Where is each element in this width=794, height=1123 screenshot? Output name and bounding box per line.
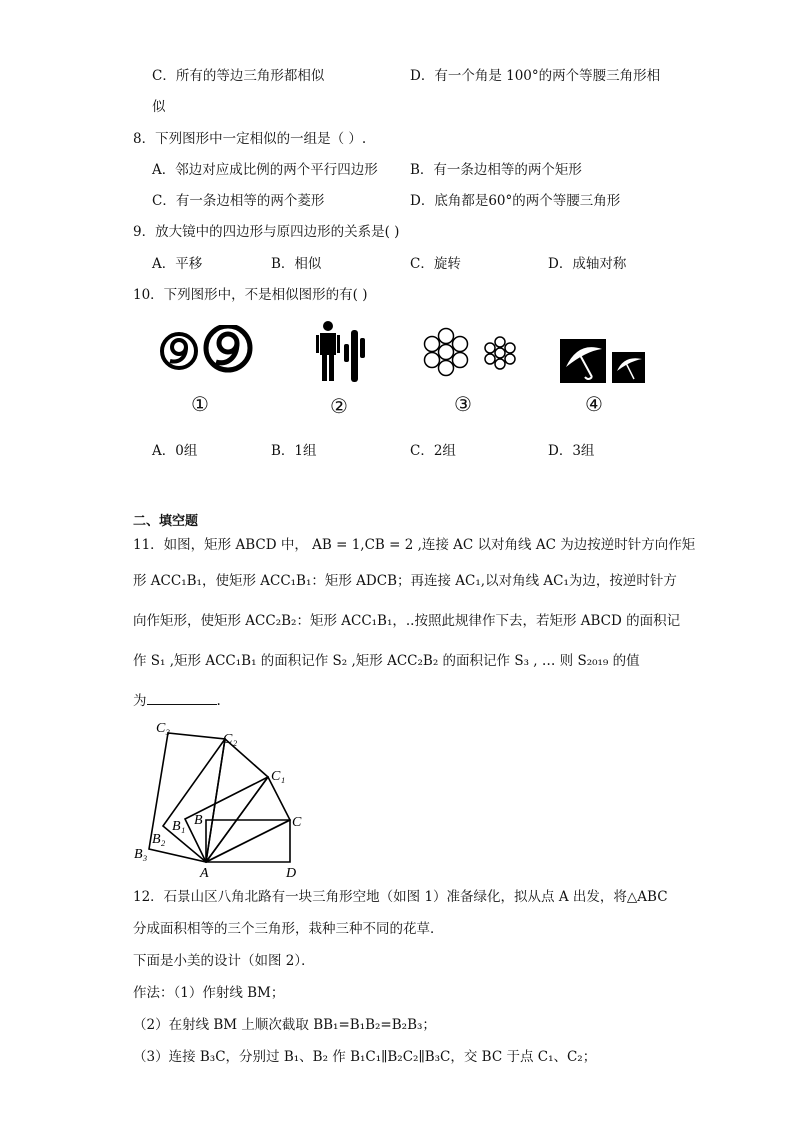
q7-option-c: C．所有的等边三角形都相似 <box>152 68 325 84</box>
q11-line-5 <box>133 690 221 710</box>
q12-line-5: （2）在射线 BM 上顺次截取 BB₁=B₁B₂=B₂B₃； <box>133 1017 436 1033</box>
q8-option-d: D．底角都是60°的两个等腰三角形 <box>410 193 621 209</box>
q9-option-d: D．成轴对称 <box>548 256 627 272</box>
q11-line-5-prefix: 为 <box>133 693 147 709</box>
q8-option-b: B．有一条边相等的两个矩形 <box>410 162 582 178</box>
q10-stem: 10．下列图形中，不是相似图形的有( ) <box>133 287 368 303</box>
q11-answer-blank <box>147 690 217 705</box>
q11-line-3: 向作矩形，使矩形 ACC₂B₂：矩形 ACC₁B₁，..按照此规律作下去，若矩形 ABCD 的面积记 <box>133 613 681 629</box>
q11-line-1: 11．如图，矩形 ABCD 中， AB = 1,CB = 2 ,连接 AC 以对角线 AC 为边按逆时针方向作矩 <box>133 537 696 553</box>
q10-figure-1-nines <box>160 325 255 375</box>
q11-label-b3: B₃ <box>134 847 148 862</box>
q11-label-b2: B₂ <box>152 832 166 847</box>
q10-option-b: B．1组 <box>271 443 317 459</box>
q10-figure-label-1: ① <box>191 392 209 416</box>
q11-label-c: C <box>292 815 302 830</box>
q11-line-2: 形 ACC₁B₁，使矩形 ACC₁B₁：矩形 ADCB；再连接 AC₁,以对角线 AC₁为边，按逆时针方 <box>133 573 677 589</box>
q7-option-d: D．有一个角是 100°的两个等腰三角形相 <box>410 68 661 84</box>
q10-option-c: C．2组 <box>410 443 456 459</box>
q7-option-d-continued: 似 <box>152 99 166 115</box>
q11-label-b: B <box>194 813 203 828</box>
q9-option-c: C．旋转 <box>410 256 461 272</box>
section-title-fill-in: 二、填空题 <box>133 514 199 529</box>
q12-line-2: 分成面积相等的三个三角形，栽种三种不同的花草． <box>133 921 444 937</box>
q11-label-a: A <box>200 866 209 881</box>
q10-figure-4-umbrella-squares <box>558 337 648 385</box>
q12-line-3: 下面是小美的设计（如图 2）． <box>133 953 315 969</box>
q11-rectangle-figure <box>128 712 328 882</box>
q11-line-5-suffix: . <box>216 693 221 709</box>
q12-line-4: 作法：（1）作射线 BM； <box>133 985 285 1001</box>
q10-option-a: A．0组 <box>152 443 198 459</box>
q9-option-a: A．平移 <box>152 256 203 272</box>
q11-line-4: 作 S₁ ,矩形 ACC₁B₁ 的面积记作 S₂ ,矩形 ACC₂B₂ 的面积记作 S₃ , … 则 S₂₀₁₉ 的值 <box>133 653 640 669</box>
q9-option-b: B．相似 <box>271 256 322 272</box>
q8-option-a: A．邻边对应成比例的两个平行四边形 <box>152 162 378 178</box>
q11-label-c1: C₁ <box>271 769 286 784</box>
q8-stem: 8．下列图形中一定相似的一组是（ ）. <box>133 131 367 147</box>
q10-figure-label-4: ④ <box>585 392 603 416</box>
q10-figure-label-2: ② <box>330 394 348 418</box>
q11-label-c2: C₂ <box>223 732 238 747</box>
q10-option-d: D．3组 <box>548 443 595 459</box>
q11-label-b1: B₁ <box>172 819 186 834</box>
q9-stem: 9．放大镜中的四边形与原四边形的关系是( ) <box>133 224 400 240</box>
q12-line-1: 12．石景山区八角北路有一块三角形空地（如图 1）准备绿化，拟从点 A 出发，将△ABC <box>133 889 668 905</box>
q8-option-c: C．有一条边相等的两个菱形 <box>152 193 325 209</box>
q12-line-6: （3）连接 B₃C，分别过 B₁、B₂ 作 B₁C₁∥B₂C₂∥B₃C，交 BC 于点 C₁、C₂； <box>133 1049 597 1065</box>
q11-label-d: D <box>286 866 297 881</box>
q10-figure-label-3: ③ <box>454 392 472 416</box>
q11-label-c3: C₃ <box>156 721 171 736</box>
q10-figure-2-silhouettes <box>316 320 368 384</box>
q10-figure-3-circle-rings <box>418 326 523 381</box>
